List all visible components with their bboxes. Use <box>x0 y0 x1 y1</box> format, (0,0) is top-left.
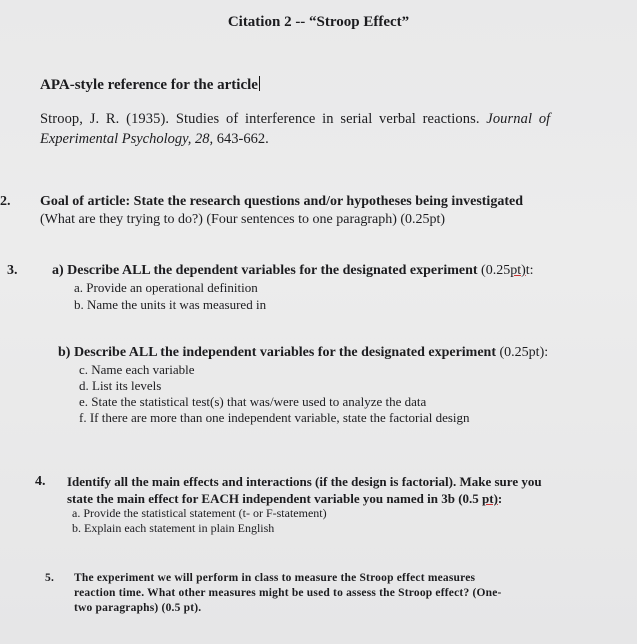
text-cursor[interactable] <box>259 76 260 91</box>
q3a-item-b: b. Name the units it was measured in <box>74 297 267 312</box>
q3b-item-f: f. If there are more than one independent variable, state the factorial design <box>79 410 470 425</box>
citation-line-1 <box>40 111 550 128</box>
q4-line-2 <box>67 491 502 507</box>
q4-item-b: b. Explain each statement in plain English <box>72 521 275 535</box>
citation-text: Stroop, J. R. (1935). Studies of interference in serial verbal reactions. <box>40 111 487 127</box>
q4-item-a: a. Provide the statistical statement (t- or F-statement) <box>72 506 327 520</box>
q4-line-2-bold: state the main effect for EACH independent variable you named in 3b (0.5 <box>67 491 483 506</box>
citation-line-2 <box>40 131 269 148</box>
q3b-item-c: c. Name each variable <box>79 362 195 377</box>
q3b-heading <box>58 345 548 361</box>
q3a-points-underlined: pt) <box>510 263 526 278</box>
reference-heading-text: APA-style reference for the article <box>40 77 258 93</box>
q3-number: 3. <box>7 263 18 278</box>
q5-number: 5. <box>45 572 55 584</box>
reference-heading <box>40 76 260 94</box>
q2-line-1: Goal of article: State the research questions and/or hypotheses being investigated <box>40 194 523 209</box>
q3b-item-d: d. List its levels <box>79 378 162 393</box>
q5-line-1: The experiment we will perform in class to measure the Stroop effect measures <box>74 572 476 584</box>
q3b-item-e: e. State the statistical test(s) that was/were used to analyze the data <box>79 394 427 409</box>
q3a-heading <box>52 263 534 279</box>
citation-journal-part1: Journal of <box>486 111 551 127</box>
q4-line-2-suffix: : <box>497 491 503 506</box>
q2-number: 2. <box>0 194 11 209</box>
q5-line-2: reaction time. What other measures might be used to assess the Stroop effect? (One- <box>74 587 502 599</box>
q4-number: 4. <box>35 474 46 489</box>
q3a-item-a: a. Provide an operational definition <box>74 280 258 295</box>
q3a-points: (0.25 <box>477 263 511 278</box>
q4-line-1: Identify all the main effects and interactions (if the design is factorial). Make sure you <box>67 474 542 489</box>
q5-line-3: two paragraphs) (0.5 pt). <box>74 602 202 614</box>
q3a-bold: a) Describe ALL the dependent variables for the designated experiment <box>52 263 478 278</box>
citation-journal-part2: Experimental Psychology, 28, <box>40 131 214 147</box>
q4-points-underlined: pt) <box>482 491 498 506</box>
q3b-bold: b) Describe ALL the independent variables for the designated experiment <box>58 345 497 360</box>
q3a-points-suffix: t: <box>525 263 534 278</box>
q3b-points: (0.25pt): <box>496 345 549 360</box>
page-title: Citation 2 -- “Stroop Effect” <box>227 14 410 30</box>
q2-line-2: (What are they trying to do?) (Four sentences to one paragraph) (0.25pt) <box>40 212 446 227</box>
citation-pages: 643-662. <box>213 131 269 147</box>
